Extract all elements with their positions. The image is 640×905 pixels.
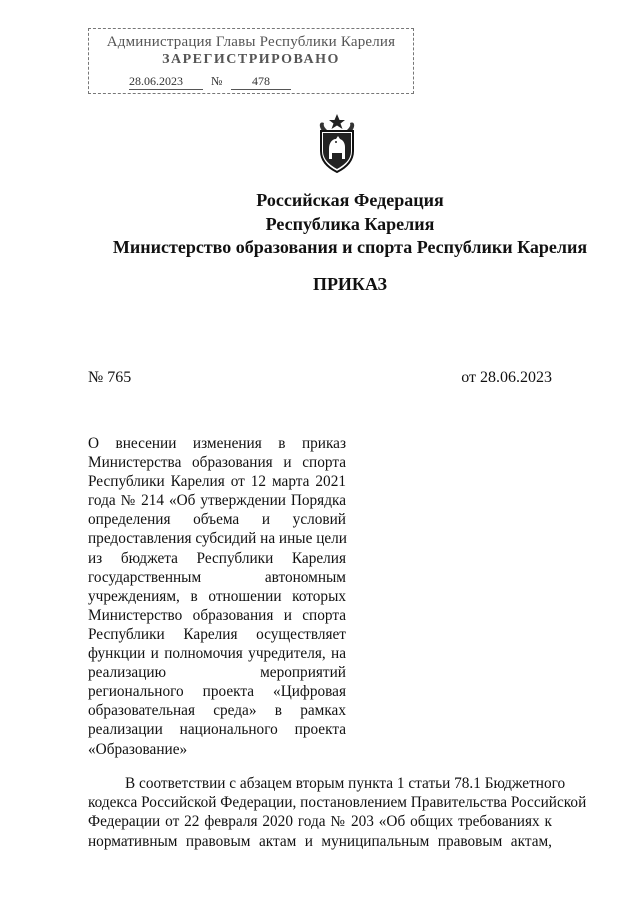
body-line: нормативным правовым актам и муниципальным правовым актам, (88, 832, 552, 850)
subject-line: образовательная среда» в рамках (88, 702, 346, 720)
order-body (88, 774, 587, 851)
subject-line: функции и полномочия учредителя, на (88, 645, 346, 663)
header-republic: Республика Карелия (265, 214, 435, 234)
subject-line: «Образование» (88, 740, 188, 758)
registration-stamp (88, 28, 414, 94)
body-line: В соответствии с абзацем вторым пункта 1 статьи 78.1 Бюджетного (125, 775, 566, 792)
document-type: ПРИКАЗ (312, 274, 388, 294)
subject-line: из бюджета Республики Карелия (88, 549, 346, 567)
subject-line: определения объема и условий (88, 511, 346, 529)
stamp-number-label: № (211, 74, 223, 88)
subject-line: года № 214 «Об утверждении Порядка (88, 492, 346, 510)
header-ministry: Министерство образования и спорта Республики Карелия (112, 237, 588, 257)
body-line: кодекса Российской Федерации, постановлением Правительства Российской (88, 794, 587, 812)
subject-line: О внесении изменения в приказ (88, 435, 346, 452)
karelia-coat-of-arms-icon (314, 113, 360, 173)
subject-line: Министерство образования и спорта (88, 606, 346, 624)
stamp-registration-line (129, 74, 291, 90)
subject-line: учреждениям, в отношении которых (88, 587, 346, 605)
order-number: № 765 (88, 369, 132, 386)
stamp-registered-label: ЗАРЕГИСТРИРОВАНО (162, 52, 340, 67)
subject-line: государственным автономным (88, 568, 346, 586)
subject-line: реализации национального проекта (88, 721, 346, 739)
stamp-number: 478 (231, 74, 291, 90)
subject-line: Министерства образования и спорта (88, 454, 346, 472)
subject-line: Республики Карелия осуществляет (88, 625, 346, 643)
body-line: Федерации от 22 февраля 2020 года № 203 «Об общих требованиях к (88, 813, 552, 831)
subject-line: предоставления субсидий на иные цели (88, 530, 347, 548)
stamp-date: 28.06.2023 (129, 74, 203, 90)
subject-line: Республики Карелия от 12 марта 2021 (88, 473, 346, 491)
subject-line: реализацию мероприятий (88, 664, 346, 682)
stamp-authority: Администрация Главы Республики Карелия (106, 34, 396, 50)
order-date: от 28.06.2023 (461, 369, 552, 386)
order-subject (88, 434, 346, 759)
subject-line: регионального проекта «Цифровая (88, 683, 346, 701)
header-federation: Российская Федерация (256, 190, 444, 210)
